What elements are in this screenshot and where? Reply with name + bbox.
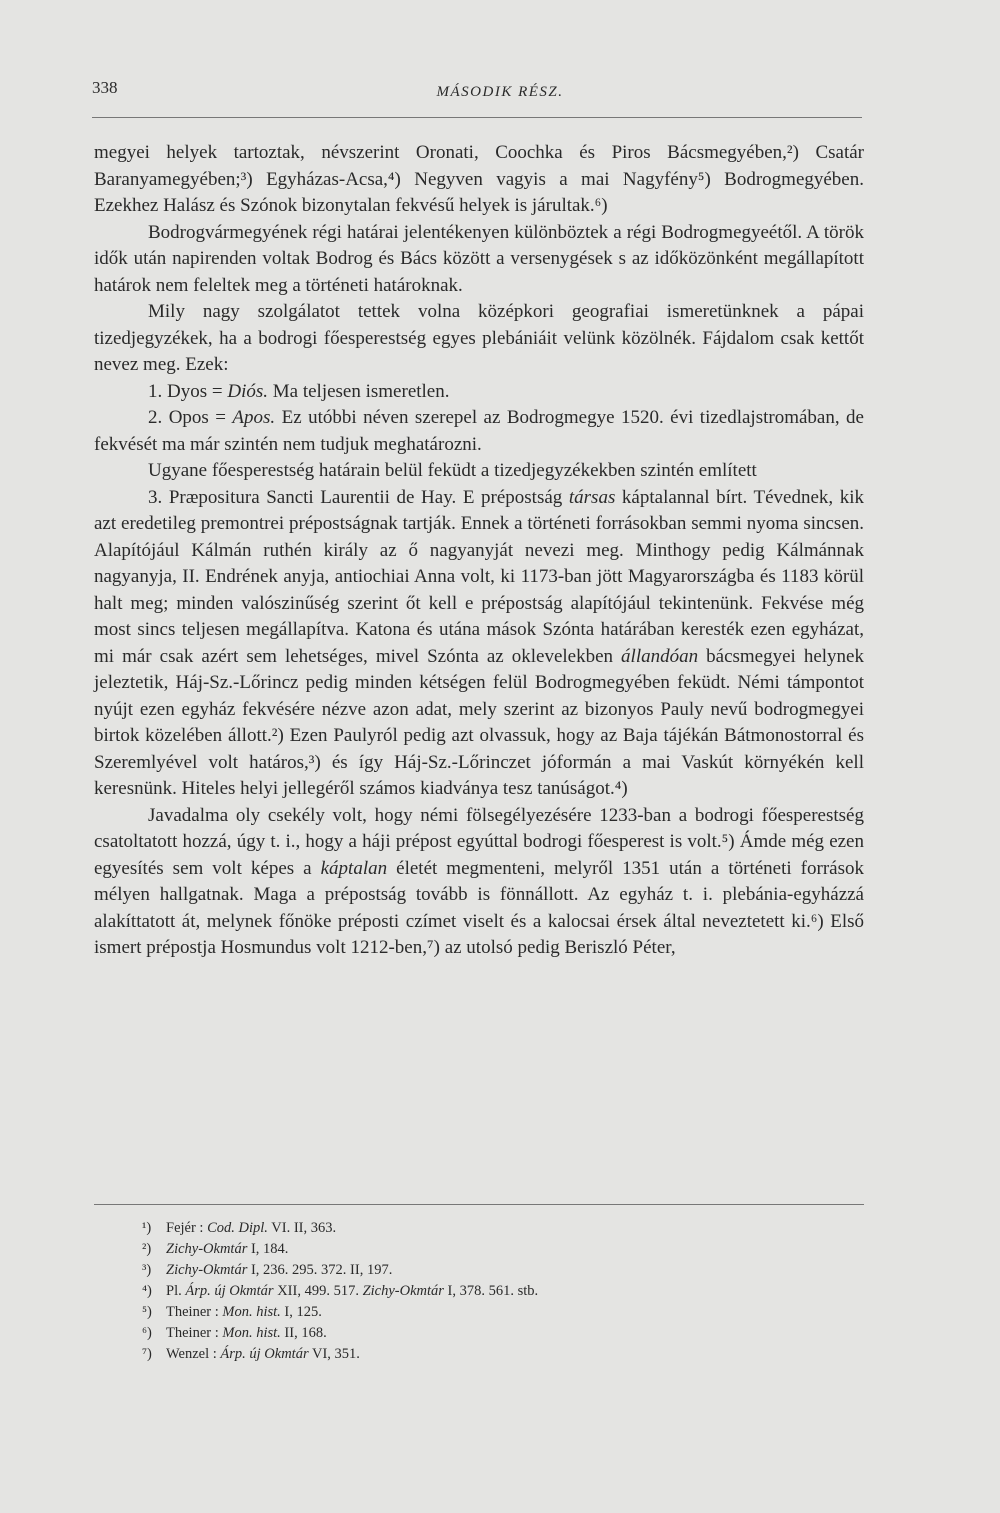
list-item-text: káptalannal bírt. Tévednek, kik azt eredetileg premontrei prépostságnak tartják. Ennek a történeti forrásokban semmi nyoma sincsen. Alapítójául Kálmán ruthén király az ő nagyanyját nevezi meg. Minthogy pedig Kálmánnak nagyanyja, II. Endrének anyja, antiochiai Anna volt, ki 1173-ban jött Magyarországba és 1183 körül halt meg; minden valószinűség szerint őt kell e prépostság alapítójául tekintenünk. Fekvése még most sincs teljesen megállapítva. Katona és utána mások Szónta határában keresték ezen egyházat, mi már csak azért sem lehetséges, mivel Szónta az oklevelekben [94,486,865,667]
footnote-text: Theiner : [166,1304,223,1320]
footnote-mark: ⁷) [142,1346,152,1362]
list-item-emphasis: Diós. [227,380,268,402]
list-item [94,379,864,406]
footnote-text: Theiner : [166,1325,223,1341]
paragraph-text: Javadalma oly csekély volt, hogy némi fölsegélyezésére 1233-ban a bodrogi főesperestség csatoltatott hozzá, úgy t. i., hogy a háji prépost egyúttal bodrogi főesperest is volt.⁵) Ámde még ezen egyesítés sem volt képes a [94,804,864,879]
footnote-source: Mon. hist. [222,1325,281,1341]
paragraph: Bodrogvármegyének régi határai jelentékenyen különböztek a régi Bodrogmegyeétől. A török idők után napirenden voltak Bodrog és Bács között a versenygések s az időközönként megállapított határok nem feleltek meg a történeti határoknak. [94,221,864,296]
list-item-text: 2. Opos = [148,407,233,428]
list-item-text: 1. Dyos = [148,380,228,402]
footnote-source: Zichy-Okmtár [362,1283,444,1299]
header-rule [92,117,862,118]
footnote-source: Mon. hist. [222,1304,281,1320]
footnote-text: I, 184. [247,1241,289,1257]
footnote-rule [94,1204,864,1205]
footnote [142,1323,538,1344]
footnote-text: Fejér : [166,1220,208,1236]
paragraph: megyei helyek tartoztak, névszerint Oronati, Coochka és Piros Bácsmegyében,²) Csatár Baranyamegyében;³) Egyházas-Acsa,⁴) Negyven vagyis a mai Nagyfény⁵) Bodrogmegyében. Ezekhez Halász és Szónok bizonytalan fekvésű helyek is járultak.⁶) [94,142,864,216]
paragraph-text: életét megmenteni, melyről 1351 után a történeti források mélyen hallgatnak. Maga a prépostság tovább is fönnállott. Az egyház t. i. plebánia-egyházzá alakíttatott át, melynek főnöke préposti czímet viselt és a kalocsai érsek által neveztetett ki.⁶) Első ismert prépostja Hosmundus volt 1212-ben,⁷) az utolsó pedig Beriszló Péter, [94,857,864,958]
footnote [142,1218,538,1239]
list-item-emphasis: társas [568,486,616,508]
footnote-text: II, 168. [280,1325,327,1341]
list-item [94,485,864,803]
page-number: 338 [92,78,118,97]
footnote-mark: ¹) [142,1220,152,1236]
footnote-source: Cod. Dipl. [207,1220,268,1236]
footnote-text: I, 125. [280,1304,322,1320]
footnote-text: VI, 351. [308,1346,360,1362]
paragraph-emphasis: káptalan [320,857,388,879]
footnote [142,1239,538,1260]
footnote [142,1302,538,1323]
list-item-text: Ma teljesen ismeretlen. [268,380,450,402]
list-item-text: bácsmegyei helynek jeleztetik, Háj-Sz.-Lőrincz pedig minden kétségen felül Bodrogmegyében feküdt. Némi támpontot nyújt ezen egyház fekvésére nézve azon adat, mely szerint az bizonyos Pauly nevű bodrogmegyei birtok közelében állott.²) Ezen Paulyról pedig azt olvassuk, hogy az Baja tájékán Bátmonostorral és Szeremlyével volt határos,³) és így Háj-Sz.-Lőrinczet jóformán a mai Vaskút környékén kell keresnünk. Hiteles helyi jellegéről számos kiadványa tesz tanúságot.⁴) [94,645,864,799]
footnote-mark: ³) [142,1262,152,1278]
footnote-source: Zichy-Okmtár [166,1241,248,1257]
paragraph: Mily nagy szolgálatot tettek volna középkori geografiai ismeretünknek a pápai tizedjegyzékek, ha a bodrogi főesperestség egyes plebániáit velünk közölnék. Fájdalom csak kettőt nevez meg. Ezek: [94,301,864,375]
footnotes [142,1218,538,1365]
footnote-text: VI. II, 363. [267,1220,337,1236]
footnote [142,1281,538,1302]
list-item-emphasis: Apos. [232,407,276,428]
list-item-emphasis: állandóan [621,645,699,667]
footnote-source: Zichy-Okmtár [166,1262,248,1278]
body-text [94,140,864,962]
list-item-text: Ez utóbbi néven szerepel az Bodrogmegye 1520. évi tizedlajstromában, de fekvését ma már szintén nem tudjuk meghatározni. [94,407,864,455]
footnote [142,1344,538,1365]
footnote-text: XII, 499. 517. [273,1283,363,1299]
footnote-text: Pl. [166,1283,186,1299]
footnote-source: Árp. új Okmtár [220,1346,309,1362]
footnote-mark: ⁶) [142,1325,152,1341]
footnote-text: I, 236. 295. 372. II, 197. [247,1262,393,1278]
list-item [94,405,864,458]
running-head: MÁSODIK RÉSZ. [436,84,564,100]
footnote-mark: ²) [142,1241,152,1257]
paragraph: Ugyane főesperestség határain belül feküdt a tizedjegyzékekben szintén említett [148,460,757,481]
footnote-text: I, 378. 561. stb. [443,1283,539,1299]
footnote-source: Árp. új Okmtár [185,1283,274,1299]
list-item-text: 3. Præpositura Sancti Laurentii de Hay. E prépostság [148,486,569,508]
footnote-mark: ⁵) [142,1304,152,1320]
paragraph [94,803,864,962]
footnote-mark: ⁴) [142,1283,152,1299]
footnote [142,1260,538,1281]
footnote-text: Wenzel : [166,1346,221,1362]
